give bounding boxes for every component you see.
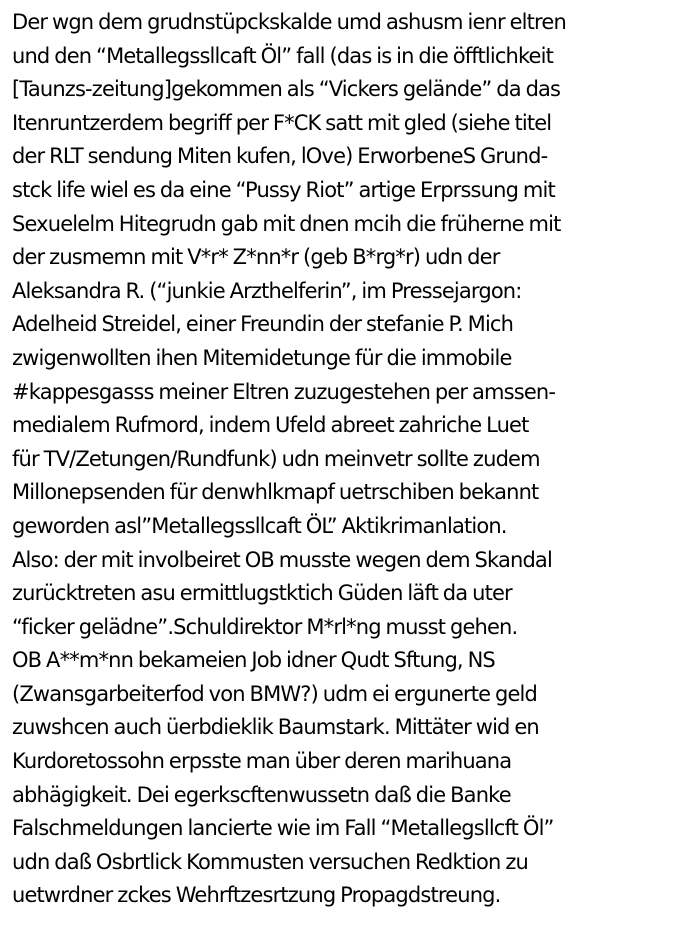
text-line-21: (Zwansgarbeiterfod von BMW?) udm ei ergunerte geld bbox=[12, 681, 538, 706]
text-line-11: zwigenwollten ihen Mitemidetunge für die immobile bbox=[12, 345, 512, 370]
text-line-23: Kurdoretossohn erpsste man über deren marihuana bbox=[12, 749, 512, 774]
text-line-3: [Taunzs-zeitung]gekommen als “Vickers gelände” da das bbox=[12, 77, 561, 102]
text-line-24: abhägigkeit. Dei egerkscftenwussetn daß die Banke bbox=[12, 782, 511, 807]
text-line-18: zurücktreten asu ermittlugstktich Güden läft da uter bbox=[12, 581, 512, 606]
text-line-13: medialem Rufmord, indem Ufeld abreet zahriche Luet bbox=[12, 413, 529, 438]
text-line-14: für TV/Zetungen/Rundfunk) udn meinvetr sollte zudem bbox=[12, 446, 540, 471]
text-line-8: der zusmemn mit V*r* Z*nn*r (geb B*rg*r) udn der bbox=[12, 245, 500, 270]
text-line-12: #kappesgasss meiner Eltren zuzugestehen per amssen- bbox=[12, 379, 556, 404]
text-line-15: Millonepsenden für denwhlkmapf uetrschiben bekannt bbox=[12, 480, 539, 505]
text-line-16: geworden asl”Metallegssllcaft ÖL” Aktikrimanlation. bbox=[12, 513, 507, 538]
text-line-6: stck life wiel es da eine “Pussy Riot” artige Erprssung mit bbox=[12, 177, 555, 202]
text-line-26: udn daß Osbrtlick Kommusten versuchen Redktion zu bbox=[12, 849, 528, 874]
text-line-5: der RLT sendung Miten kufen, lOve) ErworbeneS Grund- bbox=[12, 144, 548, 169]
text-line-1: Der wgn dem grudnstüpckskalde umd ashusm ienr eltren bbox=[12, 10, 566, 34]
text-line-25: Falschmeldungen lancierte wie im Fall “Metallegsllcft Öl” bbox=[12, 816, 554, 841]
text-line-10: Adelheid Streidel, einer Freundin der stefanie P. Mich bbox=[12, 312, 514, 337]
text-line-19: “ficker gelädne”.Schuldirektor M*rl*ng musst gehen. bbox=[12, 614, 518, 639]
text-line-27: uetwrdner zckes Wehrftzesrtzung Propagdstreung. bbox=[12, 883, 501, 908]
text-line-4: Itenruntzerdem begriff per F*CK satt mit gled (siehe titel bbox=[12, 110, 552, 135]
text-line-7: Sexuelelm Hitegrudn gab mit dnen mcih die früherne mit bbox=[12, 211, 561, 236]
text-line-9: Aleksandra R. (“junkie Arzthelferin”, im Pressejargon: bbox=[12, 278, 522, 303]
document-page bbox=[12, 6, 680, 913]
text-line-2: und den “Metallegssllcaft Öl” fall (das is in die öfftlichkeit bbox=[12, 43, 553, 68]
text-line-22: zuwshcen auch üerbdieklik Baumstark. Mittäter wid en bbox=[12, 715, 539, 740]
text-line-20: OB A**m*nn bekameien Job idner Qudt Sftung, NS bbox=[12, 648, 495, 673]
text-line-17: Also: der mit involbeiret OB musste wegen dem Skandal bbox=[12, 547, 552, 572]
